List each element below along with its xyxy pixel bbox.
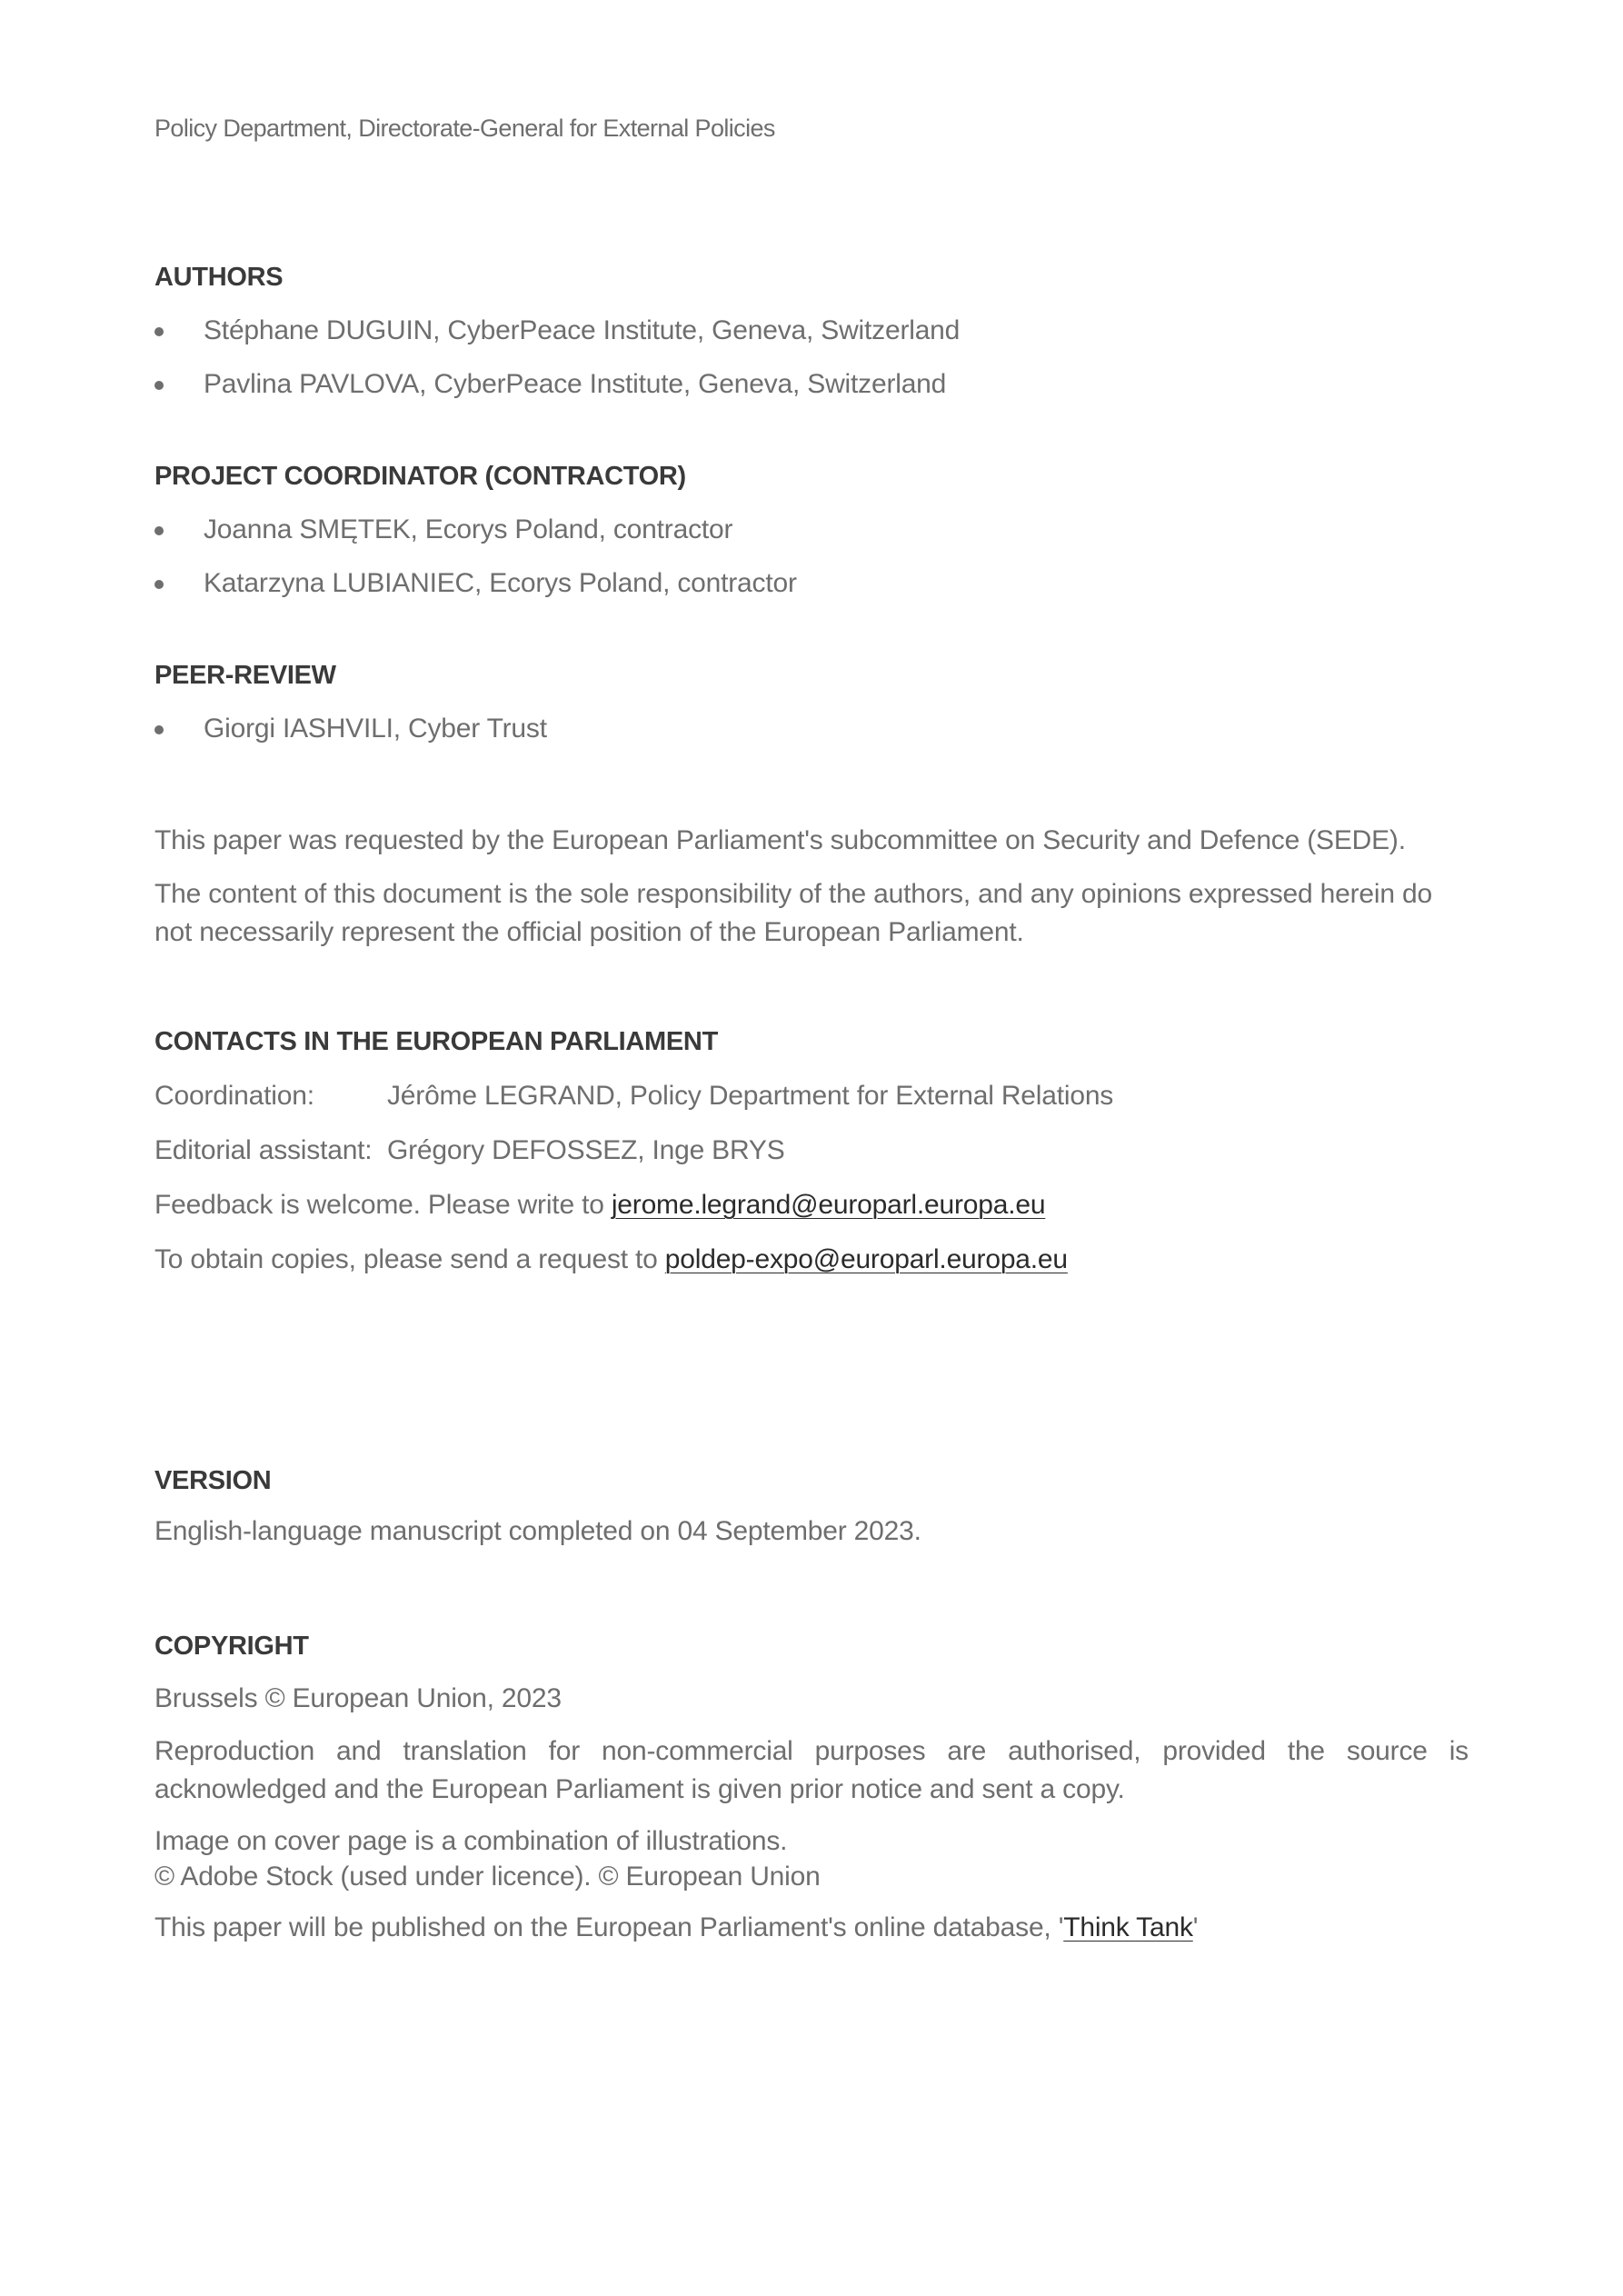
- version-heading: VERSION: [154, 1466, 272, 1495]
- list-item: [154, 513, 1469, 547]
- coordinator-section: [154, 459, 1469, 601]
- copyright-place: Brussels © European Union, 2023: [154, 1683, 562, 1713]
- document-page: [154, 0, 1469, 2296]
- think-tank-link[interactable]: Think Tank: [1063, 1912, 1193, 1942]
- disclaimer-section: [154, 822, 1469, 952]
- copies-row: [154, 1243, 1469, 1277]
- contacts-heading: CONTACTS IN THE EUROPEAN PARLIAMENT: [154, 1027, 718, 1056]
- peer-review-section: [154, 658, 1469, 746]
- bullet-icon: [154, 327, 164, 336]
- copies-email-link[interactable]: poldep-expo@europarl.europa.eu: [664, 1244, 1068, 1274]
- bullet-icon: [154, 526, 164, 535]
- feedback-email-link[interactable]: jerome.legrand@europarl.europa.eu: [611, 1190, 1046, 1220]
- editorial-row: [154, 1133, 1469, 1168]
- editorial-label: Editorial assistant:: [154, 1135, 373, 1165]
- reviewer-name: Giorgi IASHVILI, Cyber Trust: [204, 714, 547, 744]
- version-text: English-language manuscript completed on 04 September 2023.: [154, 1516, 921, 1546]
- coordinator-heading: PROJECT COORDINATOR (CONTRACTOR): [154, 462, 686, 491]
- bullet-icon: [154, 381, 164, 390]
- copies-text: To obtain copies, please send a request to: [154, 1244, 665, 1274]
- feedback-row: [154, 1188, 1469, 1223]
- list-item: [154, 314, 1469, 348]
- author-name: Stéphane DUGUIN, CyberPeace Institute, Geneva, Switzerland: [204, 315, 961, 345]
- publish-text-end: ': [1192, 1912, 1199, 1942]
- authors-section: [154, 260, 1469, 402]
- bullet-icon: [154, 725, 164, 734]
- coordinator-name: Joanna SMĘTEK, Ecorys Poland, contractor: [204, 514, 733, 544]
- image-credit-line-1: Image on cover page is a combination of illustrations.: [154, 1826, 788, 1856]
- publish-text-start: This paper will be published on the European Parliament's online database, ': [154, 1912, 1064, 1942]
- version-section: [154, 1463, 1469, 1549]
- list-item: [154, 566, 1469, 601]
- authors-list: [154, 314, 1469, 402]
- coordinator-list: [154, 513, 1469, 601]
- contacts-section: [154, 1024, 1469, 1277]
- image-credit-line-2: © Adobe Stock (used under licence). © European Union: [154, 1862, 821, 1892]
- publish-text: [154, 1911, 1469, 1945]
- authors-heading: AUTHORS: [154, 263, 284, 292]
- feedback-text: Feedback is welcome. Please write to: [154, 1190, 612, 1220]
- list-item: [154, 367, 1469, 402]
- bullet-icon: [154, 580, 164, 589]
- running-head: Policy Department, Directorate-General for External Policies: [154, 115, 775, 142]
- copyright-heading: COPYRIGHT: [154, 1632, 309, 1661]
- peer-review-list: [154, 712, 1469, 746]
- peer-review-heading: PEER-REVIEW: [154, 661, 336, 690]
- coordinator-name: Katarzyna LUBIANIEC, Ecorys Poland, contractor: [204, 568, 797, 598]
- list-item: [154, 712, 1469, 746]
- coordination-label: Coordination:: [154, 1081, 314, 1111]
- reproduction-text: Reproduction and translation for non-commercial purposes are authorised, provided the source is acknowledged and the European Parliament is given prior notice and sent a copy.: [154, 1736, 1469, 1804]
- author-name: Pavlina PAVLOVA, CyberPeace Institute, Geneva, Switzerland: [204, 369, 947, 399]
- responsibility-text: The content of this document is the sole responsibility of the authors, and any opinions expressed herein do not necessarily represent the official position of the European Parliament.: [154, 879, 1432, 947]
- editorial-value: Grégory DEFOSSEZ, Inge BRYS: [387, 1135, 785, 1165]
- coordination-row: [154, 1079, 1469, 1113]
- requested-text: This paper was requested by the European Parliament's subcommittee on Security and Defence (SEDE).: [154, 825, 1406, 855]
- copyright-section: [154, 1629, 1469, 1945]
- coordination-value: Jérôme LEGRAND, Policy Department for External Relations: [387, 1081, 1114, 1111]
